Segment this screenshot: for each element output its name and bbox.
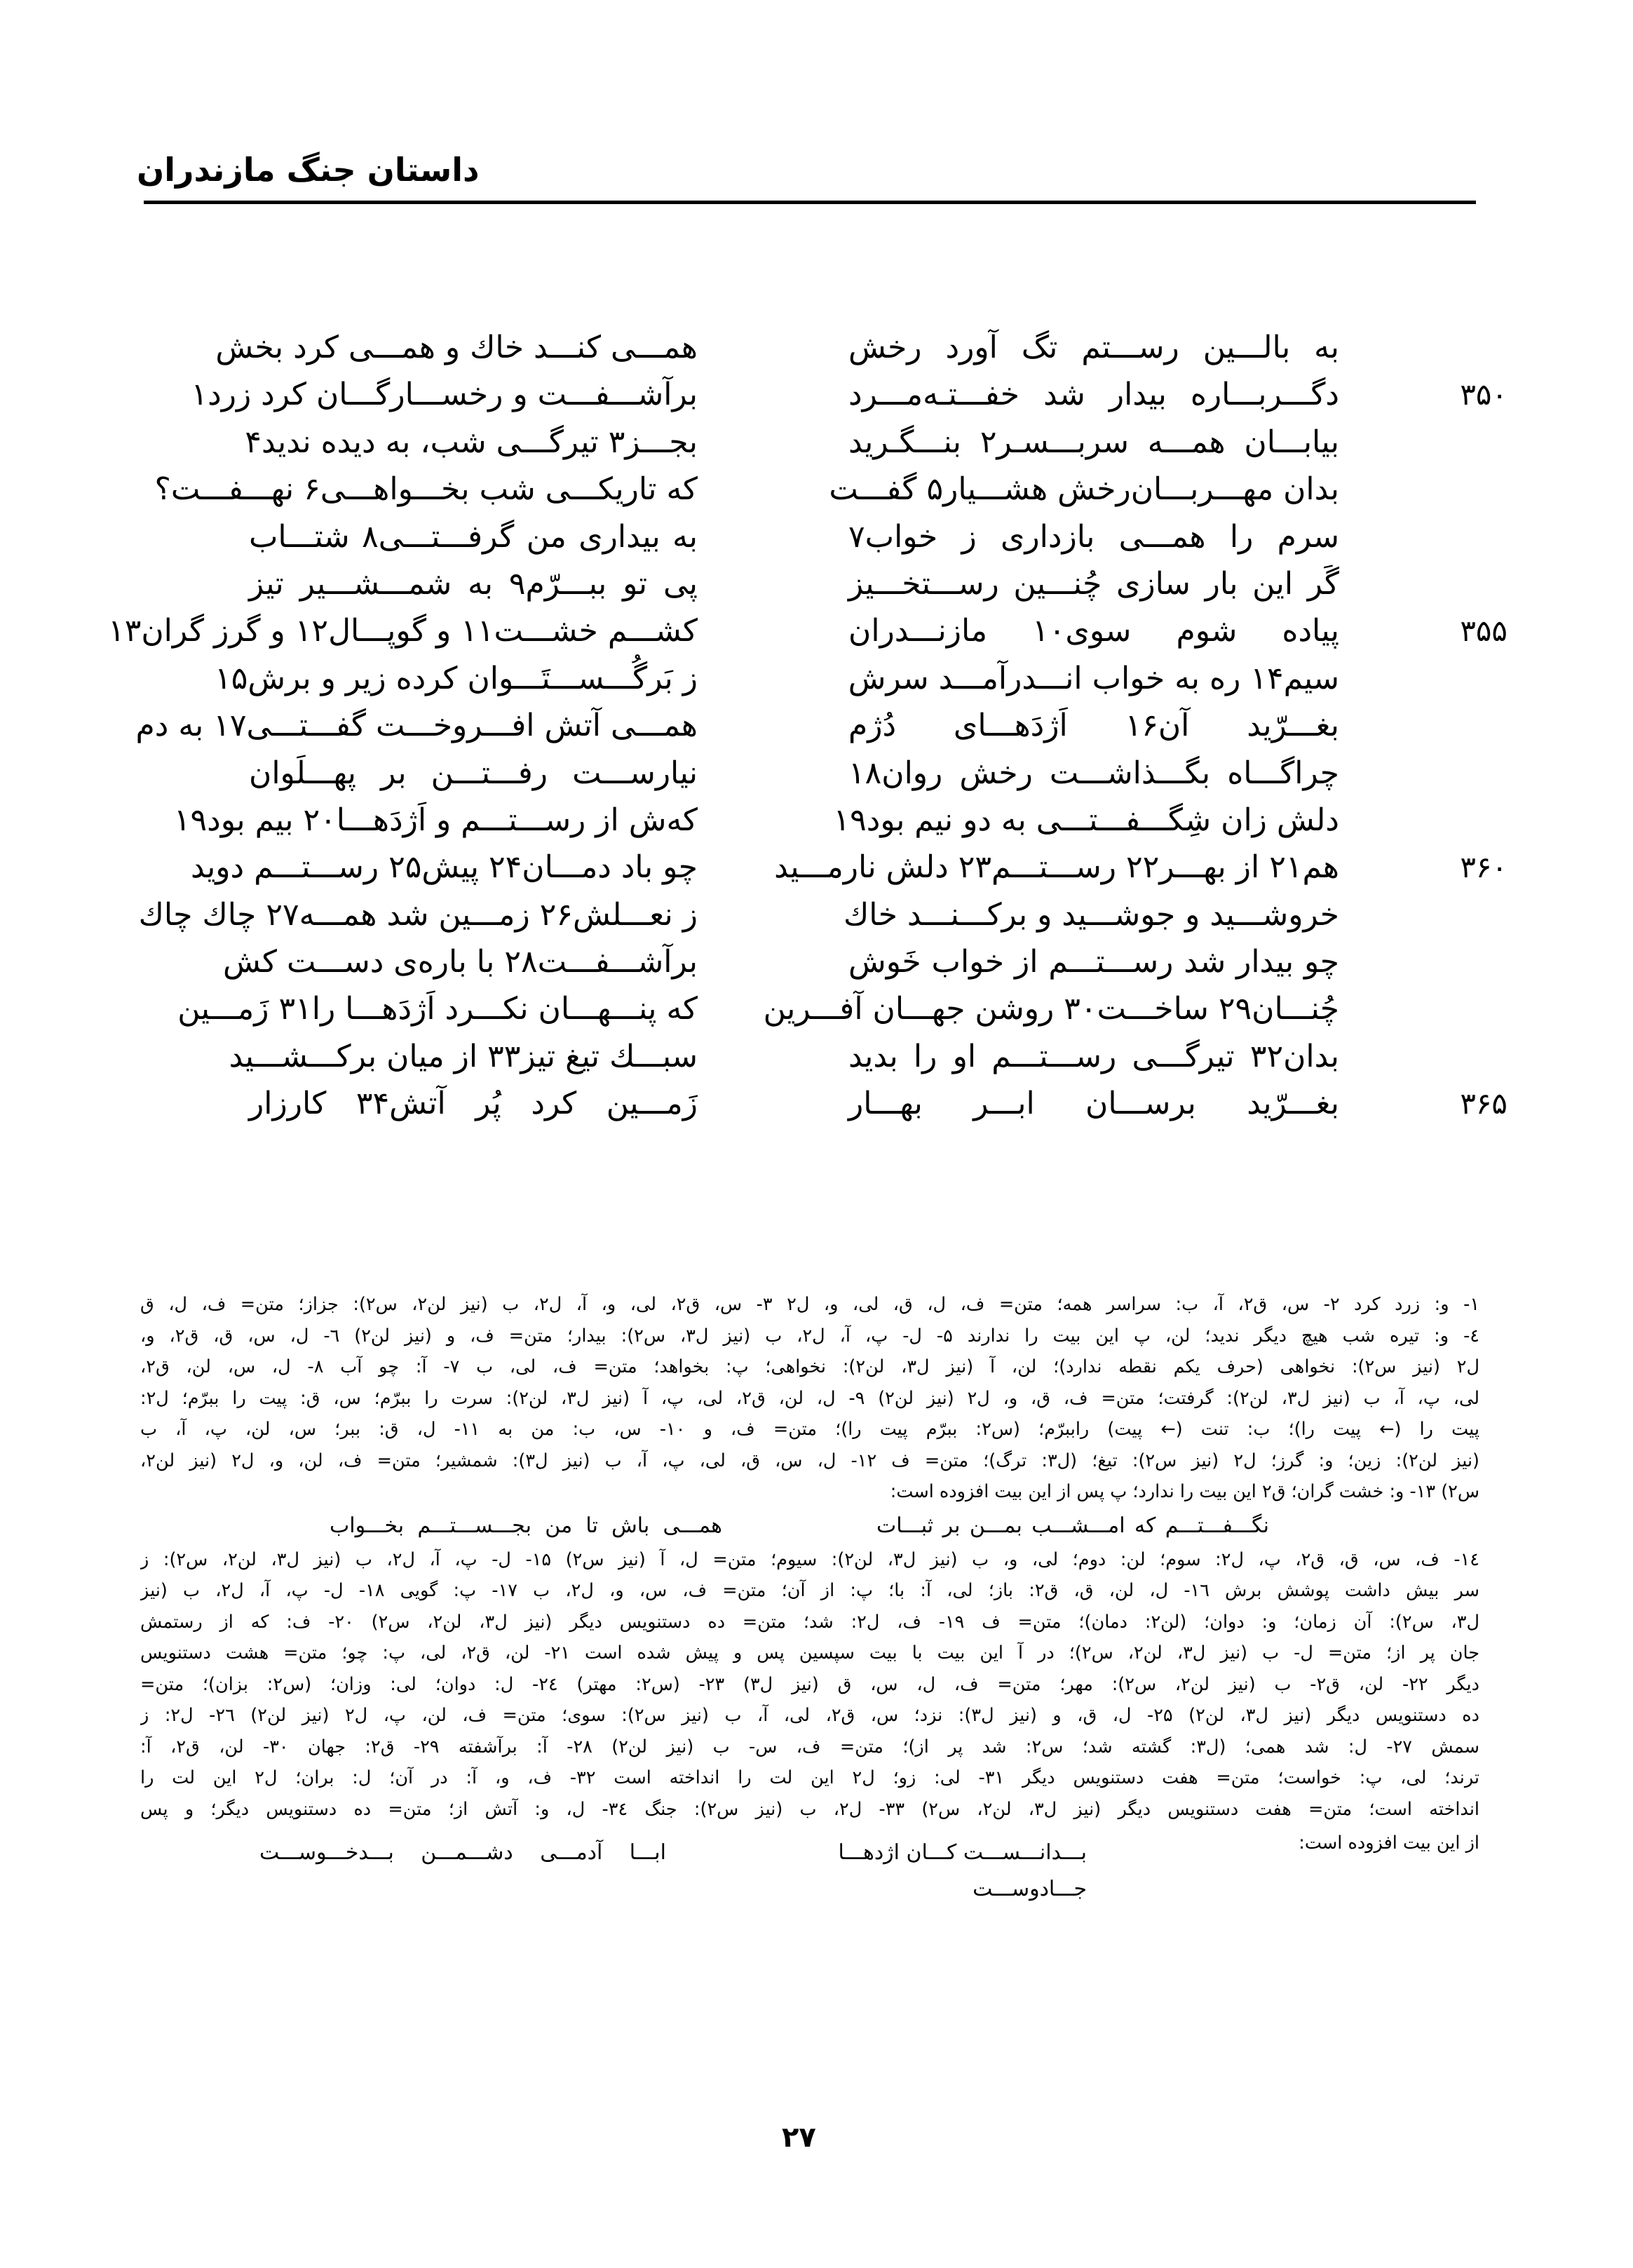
footnote-line: لی، پ، آ، ب (نیز ل۳، لن۲): گرفتت؛ متن= ف، ق، و، ل۲ (نیز لن۲) ۹- ل، لن، ق۲، لی، پ، آ (نیز ل۳، لن۲): سرت را ببرّم؛ س، ق: پیت را ببرّم؛ ل۲: <box>140 1387 1479 1409</box>
footnote-line: س۲) ۱۳- و: خشت گران؛ ق۲ این بیت را ندارد؛ پ پس از این بیت افزوده است: <box>890 1481 1479 1502</box>
poem-left-column <box>108 324 698 1128</box>
footnote-line: ۱- و: زرد کرد ۲- س، ق۲، آ، ب: سراسر همه؛ متن= ف، ل، ق، لی، و، ل۲ ۳- س، ق۲، لی، و، آ، ل۲، ب (نیز لن۲، س۲): جزاز؛ متن= ف، ل، ق <box>140 1294 1479 1315</box>
verse-line: به بالـــین رســـتم تگ آورد رخش <box>848 330 1339 365</box>
footnote-line: ترند؛ لی، پ: خواست؛ متن= هفت دستنویس دیگر ۳۱- لی: زو؛ ل۲ این لت را انداخته است ۳۲- ف، و، آ: در آن؛ ل: بران؛ ل۲ این لت را <box>140 1767 1479 1788</box>
inserted-hemistich-first: نگـــفـــتـــم که امـــشـــب بمـــن بر ثبـــات <box>876 1513 1269 1538</box>
verse-line: دلش زان شِگـــفـــتـــی به دو نیم بود۱۹ <box>833 802 1339 838</box>
footnote-inserted-verse <box>140 1508 1479 1544</box>
verse-line: سیم۱۴ ره به خواب انـــدرآمـــد سرش <box>848 660 1339 696</box>
footnote-line: (نیز لن۲): زین؛ و: گرز؛ ل۲ (نیز س۲): تیغ؛ (ل۳: ترگ)؛ متن= ف ۱۲- ل، س، ق، لی، پ، آ، ب (نیز ل۳): شمشیر؛ متن= ف، لن، و، ل۲ (نیز لن۲، <box>140 1450 1479 1471</box>
poem-right-column <box>763 324 1507 1128</box>
verse-line: نیارســـت رفـــتـــن بر پهـــلَوان <box>249 755 698 791</box>
verse-line: چو بیدار شد رســـتـــم از خواب خَوش <box>848 944 1339 980</box>
verse-line: چراگـــاه بگـــذاشـــت رخش روان۱۸ <box>848 755 1339 791</box>
verse-line: همـــی کنـــد خاك و همـــی کرد بخش <box>215 330 698 365</box>
footnote-line: سر بیش داشت پوشش برش ۱٦- ل، لن، ق، ق۲: باز؛ لی، آ: با؛ پ: از آن؛ متن= ف، س، و، ل۲، ب ۱۷- پ: گویی ۱۸- ل- پ، آ، ل۲، ب (نیز <box>140 1580 1479 1601</box>
verse-line: چو باد دمـــان۲۴ پیش۲۵ رســـتـــم دوید <box>190 849 698 886</box>
header-rule <box>144 201 1476 204</box>
verse-line: همـــی آتش افـــروخـــت گفـــتـــی۱۷ به دم <box>135 708 698 744</box>
verse-number: ۳۶۰ <box>1460 850 1507 885</box>
verse-line: برآشـــفـــت و رخســـارگـــان کرد زرد۱ <box>191 377 698 413</box>
verse-line: به بیداری من گرفـــتـــی۸ شتـــاب <box>249 518 698 555</box>
verse-line: که‌ش از رســـتـــم و اَژدَهـــا۲۰ بیم بود۱۹ <box>173 802 698 838</box>
footnote-line: دیگر ۲۲- لن، ق۲- ب (نیز لن۲، س۲): مهر؛ متن= ف، ل، س، ق (نیز ل۳) ۲۳- (س۲: مهتر) ۲٤- ل: دوان؛ لی: وزان؛ (س۲: بزان)؛ متن= <box>140 1673 1479 1695</box>
verse-number: ۳۵۵ <box>1460 614 1507 649</box>
verse-line: بغـــرّید آن۱۶ اَژدَهـــای دُژم <box>848 708 1339 744</box>
inserted-hemistich-second: ابـــا آدمـــی دشـــمـــن بـــدخـــوســـت <box>259 1840 666 1865</box>
verse-line: دگـــربـــاره بیدار شد خفـــتـه‌مـــرد ۳۵۰ <box>848 371 1339 418</box>
verse-line: کشـــم خشـــت۱۱ و گوپـــال۱۲ و گرز گران۱۳ <box>108 613 698 649</box>
verse-line: زَمـــین کرد پُر آتش۳۴ کارزار <box>249 1086 698 1122</box>
footnote-line: انداخته است؛ متن= هفت دستنویس دیگر (نیز ل۳، لن۲، س۲) ۳۳- ل۲، ب (نیز س۲): جنگ ۳٤- ل، و: آتش از؛ متن= ده دستنویس دیگر؛ و پس <box>140 1798 1479 1820</box>
footnote-line: ده دستنویس دیگر (نیز ل۳، لن۲) ۲۵- ل، ق، و (نیز ل۳): نزد؛ س، ق۲، لی، آ، ب (نیز س۲): سوی؛ متن= ف، لن، پ، ل۲ (نیز لن۲) ۲٦- ل۲: ز <box>140 1705 1479 1726</box>
verse-line: پیاده شوم سوی۱۰ مازنـــدران ۳۵۵ <box>848 607 1339 654</box>
inserted-hemistich-second: همـــی باش تا من بجـــســـتـــم بخـــواب <box>330 1513 722 1538</box>
verse-line: گَر این بار سازی چُنـــین رســـتخـــیز <box>848 565 1339 602</box>
footnote-line: پیت را (← پیت را)؛ ب: تنت (← پیت) راببرّم؛ (س۲: ببرّم پیت را)؛ متن= ف، و ۱۰- س، ب: من به ۱۱- ل، ق: ببر؛ س، لن، پ، آ، ب <box>140 1419 1479 1440</box>
footnote-line: سمش ۲۷- ل: شد همی؛ (ل۳: گشته شد؛ س۲: شد پر از)؛ متن= ف، س- ب (نیز لن۲) ۲۸- آ: برآشفته ۲۹- ق۲: جهان ۳۰- لن، ق۲، آ: <box>140 1736 1479 1757</box>
verse-line: سبـــك تیغ تیز۳۳ از میان برکـــشـــید <box>229 1038 698 1074</box>
verse-line: بجـــز۳ تیرگـــی شب، به دیده ندید۴ <box>245 424 698 460</box>
verse-number: ۳۵۰ <box>1460 377 1507 412</box>
running-title: داستان جنگ مازندران <box>137 151 480 189</box>
verse-line: خروشـــید و جوشـــید و برکـــنـــد خاك <box>843 896 1339 933</box>
verse-line: پی تو ببـــرّم۹ به شمـــشـــیر تیز <box>249 565 698 602</box>
page-number: ۲۷ <box>782 2121 816 2154</box>
footnote-line: ل۲ (نیز س۲): نخواهی (حرف یکم نقطه ندارد)؛ لن، آ (نیز ل۳، لن۲): نخواهی؛ پ: بخواهد؛ متن= ف، لی، ب ۷- آ: چو آب ۸- ل، س، لن، ق۲، <box>140 1356 1479 1377</box>
verse-line: ز نعـــلش۲۶ زمـــین شد همـــه۲۷ چاك چاك <box>138 896 698 933</box>
verse-line: برآشـــفـــت۲۸ با باره‌ی دســـت کش <box>222 944 698 980</box>
verse-line: سرم را همـــی بازداری ز خواب۷ <box>848 518 1339 555</box>
verse-line: بدان۳۲ تیرگـــی رســـتـــم او را بدید <box>848 1038 1339 1074</box>
verse-line: چُنـــان۲۹ ساخـــت۳۰ روشن جهـــان آفـــرین <box>763 991 1339 1027</box>
footnote-inserted-verse <box>140 1832 1479 1901</box>
verse-line: بیابـــان همـــه سربـــسـر۲ بنـــگـرید <box>848 424 1339 460</box>
verse-line: بغـــرّید برســـان ابـــر بهـــار ۳۶۵ <box>848 1080 1339 1127</box>
footnote-line: ۱٤- ف، س، ق، ق۲، پ، ل۲: سوم؛ لن: دوم؛ لی، و، ب (نیز ل۳، لن۲): سیوم؛ متن= ل، آ (نیز س۲) ۱۵- ل- پ، آ، ل۲، ب (نیز ل۳، لن۲، س۲): ز <box>140 1548 1479 1570</box>
footnote-line: جان پر از؛ متن= ل- ب (نیز ل۳، لن۲، س۲)؛ در آ این بیت با بیت سپسین پس و پیش شده است ۲۱- لن، ق۲، لی، پ: چو؛ متن= هشت دستنویس <box>140 1642 1479 1663</box>
verse-line: هم۲۱ از بهـــر۲۲ رســـتـــم۲۳ دلش نارمـــید ۳۶۰ <box>848 844 1339 891</box>
inserted-hemistich-first: بـــدانـــســـت کـــان اژدهـــا جـــادوســـت <box>838 1840 1087 1901</box>
verse-line: که تاریکـــی شب بخـــواهـــی۶ نهـــفـــت؟ <box>154 471 698 508</box>
verse-line: بدان مهـــربـــان‌رخش هشـــیار۵ گفـــت <box>829 471 1339 508</box>
footnote-line: ل۳، س۲): آن زمان؛ و: دوان؛ (لن۲: دمان)؛ متن= ف ۱۹- ف، ل۲: شد؛ متن= ده دستنویس دیگر (نیز ل۳، لن۲، س۲) ۲۰- ف: که از رستمش <box>140 1611 1479 1633</box>
verse-number: ۳۶۵ <box>1460 1086 1507 1121</box>
footnotes <box>140 1289 1479 1901</box>
verse-line: که پنـــهـــان نکـــرد اَژدَهـــا را۳۱ زَمـــین <box>177 991 698 1027</box>
inserted-verse-lead: از این بیت افزوده است: <box>1299 1832 1479 1854</box>
verse-line: ز بَرگُـــســـتَـــوان کرده زیر و برش۱۵ <box>215 660 698 696</box>
footnote-line: ٤- و: تیره شب هیچ دیگر ندید؛ لن، پ این بیت را ندارند ۵- ل- پ، آ، ل۲، ب (نیز ل۳، س۲): بیدار؛ متن= ف، و (نیز لن۲) ٦- ل، س، ق، ق۲، و، <box>140 1325 1479 1346</box>
